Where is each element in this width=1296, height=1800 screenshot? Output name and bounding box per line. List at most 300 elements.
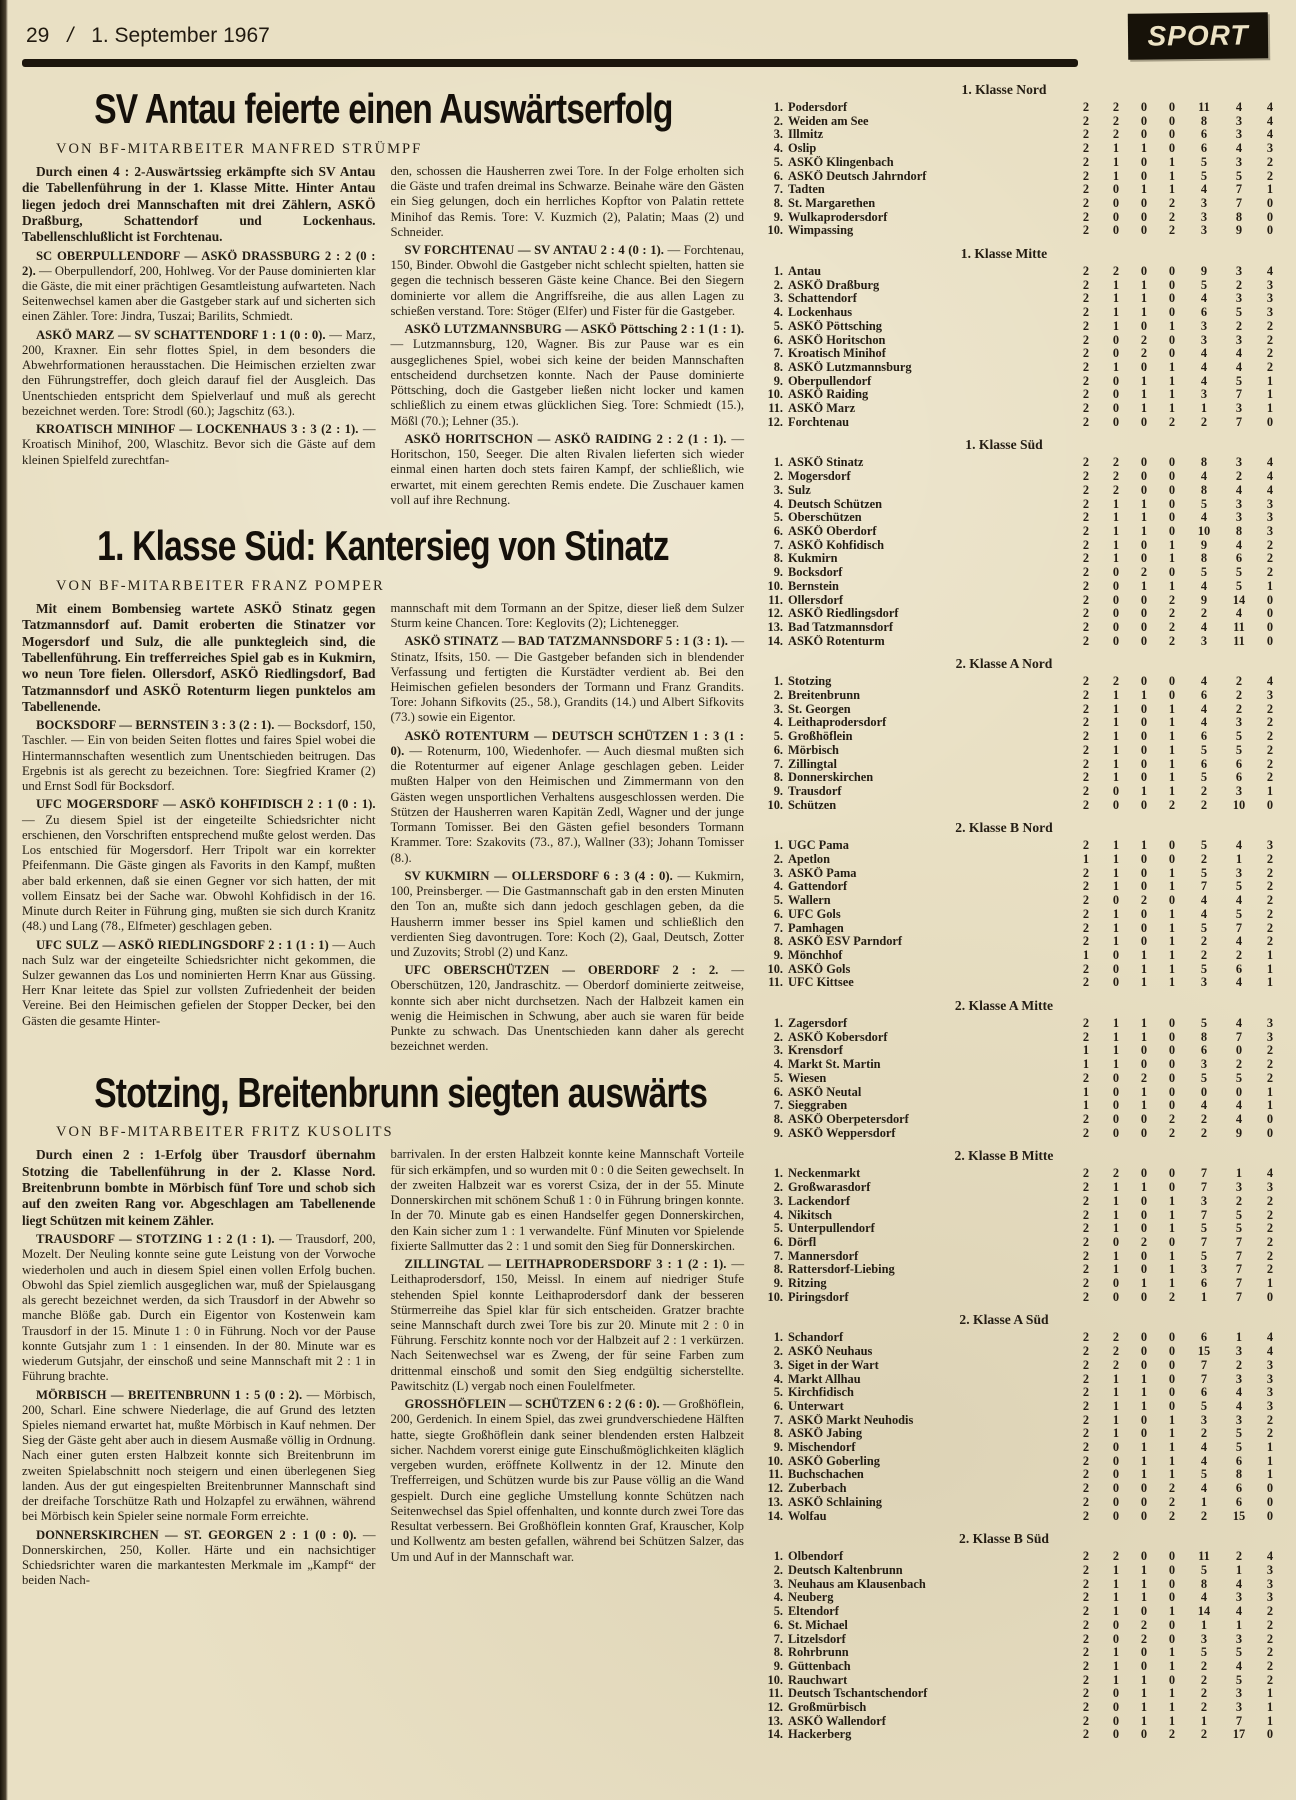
stat-cell: 3: [1266, 496, 1274, 511]
stat-cell: 3: [1235, 510, 1243, 525]
stat-cell: 0: [1266, 1112, 1274, 1126]
rank-cell: 5.: [773, 154, 783, 169]
stat-cell: 0: [1140, 1412, 1148, 1427]
stat-cell: 3: [1200, 387, 1208, 402]
paragraph-text: — Großhöflein, 200, Gerdenich. In einem Spiel, das zwei grundverschiedene Hälften hatte, siegte Großhöflein dank seiner blendenden ersten Halbzeit sicher. Nachdem vorerst einige gute Einschußmöglichkeiten kläglich vergeben wurden, eröffnete Kollwentz in der 12. Minute den Trefferreigen, und Schützen wurde bis zur Pause völlig an die Wand gespielt. Durch eine gegliche Umstellung konnte Schützen nach Seitenwechsel das Spiel offenhalten, und konnte durch zwei Tore das Resultat verbessern. Bei Großhöflein konnten Graf, Krauscher, Kolp und Kollwentz am besten gefallen, während bei Schützen Salzer, das Um und Auf in der Mannschaft war.: [390, 1397, 744, 1564]
stat-cell: 2: [1082, 1467, 1090, 1482]
stat-cell: 1: [1140, 141, 1148, 156]
table-row: [760, 484, 1284, 498]
stat-cell: 1: [1112, 756, 1120, 771]
stat-cell: 2: [1082, 1289, 1090, 1304]
stat-cell: 4: [1266, 469, 1274, 484]
stat-cell: 8: [1200, 1029, 1208, 1044]
article-columns: [22, 601, 744, 1058]
stat-cell: 1: [1168, 729, 1176, 744]
stat-cell: 0: [1168, 1084, 1176, 1099]
stat-cell: 0: [1112, 1481, 1120, 1496]
rank-cell: 4.: [773, 879, 783, 894]
stat-cell: 6: [1200, 1385, 1208, 1400]
stat-cell: 1: [1112, 1057, 1120, 1072]
stat-cell: 2: [1082, 1453, 1090, 1468]
stat-cell: 0: [1140, 100, 1148, 114]
stat-cell: 7: [1235, 1289, 1243, 1304]
paragraph-text: — Oberschützen, 120, Jandraschitz. — Oberdorf dominierte zeitweise, konnte sich aber nicht durchsetzen. Nach der Halbzeit kamen ein wenig die Heimischen in Schwung, aber auch sie waren für beide Punkte zu schwach. Das Unentschieden kann daher als gerecht bezeichnet werden.: [390, 963, 744, 1054]
team-cell: Hackerberg: [788, 1728, 852, 1742]
stat-cell: 2: [1266, 1248, 1274, 1263]
stat-cell: 1: [1140, 1084, 1148, 1099]
stat-cell: 2: [1200, 783, 1208, 798]
rank-cell: 4.: [773, 1057, 783, 1072]
team-cell: Unterpullendorf: [788, 1222, 875, 1236]
team-cell: ASKÖ Rotenturm: [788, 634, 885, 648]
stat-cell: 6: [1235, 756, 1243, 771]
stat-cell: 1: [1266, 975, 1274, 990]
stat-cell: 0: [1112, 565, 1120, 580]
stat-cell: 2: [1235, 1057, 1243, 1072]
stat-cell: 4: [1235, 1576, 1243, 1591]
team-cell: UFC Kittsee: [788, 976, 854, 990]
stat-cell: 1: [1168, 715, 1176, 730]
article-paragraph: [22, 164, 376, 246]
stat-cell: 0: [1266, 1494, 1274, 1509]
stat-cell: 3: [1200, 209, 1208, 224]
stat-cell: 3: [1266, 305, 1274, 320]
stat-cell: 5: [1235, 1207, 1243, 1222]
paragraph-text: den, schossen die Hausherren zwei Tore. In der Folge erholten sich die Gäste und trafen dreimal ins Schwarze. Beinahe wäre den Gästen ein Sieg gelungen, doch ein herrliches Kopftor von Palatin rettete Minihof das Remis. Tore: V. Kuzmich (2), Palatin; Maas (2) und Schneider.: [390, 163, 744, 239]
paragraph-text: — Oberpullendorf, 200, Hohlweg. Vor der Pause dominierten klar die Gäste, die mit einer prächtigen Gesamtleistung aufwarteten. Nach Seitenwechsel kamen aber die Gastgeber stark auf und sicherten sich einen Zähler. Tore: Jindra, Tuszai; Barilits, Schmiedt.: [22, 263, 376, 324]
rank-cell: 6.: [773, 332, 783, 347]
team-cell: ASKÖ Markt Neuhodis: [788, 1413, 914, 1427]
stat-cell: 1: [1266, 947, 1274, 962]
table-row: [760, 1263, 1284, 1277]
team-cell: Neuhaus am Klausenbach: [788, 1577, 926, 1591]
stat-cell: 2: [1200, 1125, 1208, 1140]
stat-cell: 1: [1112, 865, 1120, 880]
stat-cell: 1: [1266, 1440, 1274, 1455]
article-paragraph: [22, 249, 376, 325]
stat-cell: 1: [1140, 510, 1148, 525]
stat-cell: 0: [1140, 920, 1148, 935]
stat-cell: 0: [1140, 113, 1148, 128]
rank-cell: 5.: [773, 729, 783, 744]
stat-cell: 0: [1266, 1289, 1274, 1304]
stat-cell: 1: [1168, 920, 1176, 935]
stat-cell: 2: [1082, 100, 1090, 114]
team-cell: UGC Pama: [788, 839, 849, 853]
stat-cell: 2: [1168, 414, 1176, 429]
paragraph-text: — Kukmirn, 100, Preinsberger. — Die Gastmannschaft gab in den ersten Minuten den Ton an, mußte sich dann jedoch geschlagen geben, da die Hausherrn immer besser ins Spiel kamen und schließlich den verdienten Sieg davontrugen. Tore: Koch (2), Gaal, Deutsch, Zotter und Zuzovits; Strobl (2) und Kanz.: [390, 868, 744, 959]
league-table: [760, 1148, 1284, 1304]
stat-cell: 3: [1200, 1262, 1208, 1277]
table-row: [760, 607, 1284, 621]
stat-cell: 2: [1112, 469, 1120, 484]
rank-cell: 8.: [773, 359, 783, 374]
stat-cell: 0: [1140, 1112, 1148, 1126]
rank-cell: 5.: [773, 893, 783, 908]
article-column: [391, 1147, 745, 1591]
rank-cell: 1.: [773, 1549, 783, 1564]
article-paragraph: [391, 1397, 745, 1565]
stat-cell: 2: [1082, 346, 1090, 361]
table-row: [760, 1195, 1284, 1209]
stat-cell: 8: [1235, 523, 1243, 538]
table-row: [760, 1482, 1284, 1496]
paragraph-text: Durch einen 2 : 1-Erfolg über Trausdorf übernahm Stotzing die Tabellenführung in der 2. Klasse Nord. Breitenbrunn bombte in Mörbisch fünf Tore und schob sich auf den zweiten Rang vor. Abgeschlagen am Tabellenende liegt Schützen mit keinem Zähler.: [22, 1147, 376, 1228]
stat-cell: 4: [1266, 1549, 1274, 1564]
stat-cell: 5: [1235, 742, 1243, 757]
stat-cell: 0: [1168, 100, 1176, 114]
stat-cell: 2: [1082, 141, 1090, 156]
stat-cell: 0: [1112, 1686, 1120, 1701]
stat-cell: 2: [1168, 606, 1176, 621]
stat-cell: 0: [1140, 195, 1148, 210]
stat-cell: 6: [1200, 688, 1208, 703]
stat-cell: 8: [1235, 209, 1243, 224]
team-cell: ASKÖ Weppersdorf: [788, 1126, 896, 1140]
stat-cell: 1: [1168, 373, 1176, 388]
stat-cell: 3: [1235, 332, 1243, 347]
stat-cell: 0: [1140, 1262, 1148, 1277]
stat-cell: 3: [1235, 291, 1243, 306]
stat-cell: 1: [1168, 1221, 1176, 1236]
rank-cell: 7.: [773, 537, 783, 552]
stat-cell: 5: [1235, 373, 1243, 388]
stat-cell: 4: [1200, 578, 1208, 593]
article-paragraph: [391, 322, 745, 429]
stat-cell: 0: [1140, 1330, 1148, 1345]
stat-cell: 1: [1168, 1686, 1176, 1701]
team-cell: ASKÖ Oberpetersdorf: [788, 1113, 909, 1126]
stat-cell: 2: [1168, 1508, 1176, 1523]
stat-cell: 0: [1168, 1029, 1176, 1044]
stat-cell: 1: [1168, 578, 1176, 593]
stat-cell: 2: [1266, 1604, 1274, 1619]
stat-cell: 0: [1168, 1166, 1176, 1181]
article-column: [22, 164, 376, 511]
stat-cell: 3: [1235, 1412, 1243, 1427]
stat-cell: 5: [1235, 578, 1243, 593]
table-row: [760, 1345, 1284, 1359]
stat-cell: 0: [1112, 961, 1120, 976]
stat-cell: 1: [1140, 961, 1148, 976]
rank-cell: 2.: [773, 469, 783, 484]
stat-cell: 2: [1168, 1125, 1176, 1140]
stat-cell: 2: [1168, 633, 1176, 648]
table-row: [760, 1236, 1284, 1250]
stat-cell: 2: [1082, 674, 1090, 689]
stat-cell: 0: [1140, 1481, 1148, 1496]
stat-cell: 1: [1140, 182, 1148, 197]
team-cell: ASKÖ Horitschon: [788, 333, 886, 347]
stat-cell: 3: [1200, 195, 1208, 210]
stat-cell: 4: [1200, 346, 1208, 361]
stat-cell: 1: [1168, 742, 1176, 757]
stat-cell: 3: [1266, 1576, 1274, 1591]
stat-cell: 3: [1266, 291, 1274, 306]
stat-cell: 1: [1168, 1453, 1176, 1468]
stat-cell: 2: [1200, 1426, 1208, 1441]
stat-cell: 7: [1235, 1276, 1243, 1291]
stat-cell: 2: [1168, 1481, 1176, 1496]
rank-cell: 3.: [773, 1357, 783, 1372]
team-cell: ASKÖ Lutzmannsburg: [788, 360, 912, 374]
stat-cell: 4: [1235, 1658, 1243, 1673]
stat-cell: 0: [1168, 1180, 1176, 1195]
rank-cell: 3.: [773, 1576, 783, 1591]
stat-cell: 7: [1200, 879, 1208, 894]
team-cell: Piringsdorf: [788, 1290, 849, 1304]
stat-cell: 5: [1200, 1016, 1208, 1031]
team-cell: Schandorf: [788, 1331, 844, 1345]
stat-cell: 0: [1168, 838, 1176, 853]
stat-cell: 4: [1200, 1453, 1208, 1468]
table-row: [760, 716, 1284, 730]
rank-cell: 3.: [773, 865, 783, 880]
stat-cell: 0: [1140, 537, 1148, 552]
team-cell: Großmürbisch: [788, 1701, 867, 1715]
table-row: [760, 935, 1284, 949]
table-row: [760, 1591, 1284, 1605]
stat-cell: 0: [1140, 606, 1148, 621]
team-cell: Weiden am See: [788, 114, 869, 128]
table-row: [760, 115, 1284, 129]
stat-cell: 0: [1168, 455, 1176, 470]
stat-cell: 4: [1200, 906, 1208, 921]
table-row: [760, 1660, 1284, 1674]
rank-cell: 4.: [773, 305, 783, 320]
table-row: [760, 1455, 1284, 1469]
stat-cell: 0: [1140, 1043, 1148, 1058]
stat-cell: 9: [1200, 537, 1208, 552]
rank-cell: 3.: [773, 482, 783, 497]
paragraph-text: mannschaft mit dem Tormann an der Spitze, dieser ließ dem Sulzer Sturm keine Chancen. Tore: Keglovits (2); Lichtenegger.: [390, 600, 744, 631]
table-row: [760, 292, 1284, 306]
header-separator: /: [67, 24, 74, 47]
table-row: [760, 552, 1284, 566]
rank-cell: 8.: [773, 1645, 783, 1660]
rank-cell: 4.: [773, 1207, 783, 1222]
table-row: [760, 320, 1284, 334]
stat-cell: 1: [1266, 961, 1274, 976]
stat-cell: 1: [1140, 523, 1148, 538]
stat-cell: 2: [1082, 291, 1090, 306]
stat-cell: 0: [1140, 359, 1148, 374]
stat-cell: 3: [1200, 633, 1208, 648]
stat-cell: 1: [1140, 838, 1148, 853]
stat-cell: 7: [1200, 1357, 1208, 1372]
stat-cell: 1: [1266, 1467, 1274, 1482]
stat-cell: 0: [1168, 1398, 1176, 1413]
stat-cell: 1: [1168, 1426, 1176, 1441]
stat-cell: 1: [1112, 920, 1120, 935]
stat-cell: 1: [1140, 1453, 1148, 1468]
team-cell: ASKÖ Gols: [788, 962, 851, 976]
stat-cell: 0: [1266, 619, 1274, 634]
stat-cell: 2: [1200, 1658, 1208, 1673]
match-title: UFC MOGERSDORF — ASKÖ KOHFIDISCH 2 : 1 (0 : 1).: [36, 797, 376, 812]
stat-cell: 2: [1266, 1193, 1274, 1208]
stat-cell: 2: [1266, 1645, 1274, 1660]
team-cell: Tadten: [788, 183, 825, 197]
team-cell: Wiesen: [788, 1071, 827, 1085]
stat-cell: 2: [1140, 1617, 1148, 1632]
stat-cell: 0: [1112, 1112, 1120, 1126]
stat-cell: 4: [1200, 715, 1208, 730]
stat-cell: 0: [1140, 1344, 1148, 1359]
stat-cell: 2: [1082, 305, 1090, 320]
stat-cell: 1: [1112, 838, 1120, 853]
rank-cell: 14.: [767, 633, 783, 648]
stat-cell: 1: [1140, 1590, 1148, 1605]
rank-cell: 4.: [773, 1371, 783, 1386]
team-cell: Kirchfidisch: [788, 1386, 854, 1400]
stat-cell: 0: [1266, 414, 1274, 429]
stat-cell: 1: [1266, 1713, 1274, 1728]
stat-cell: 2: [1200, 1508, 1208, 1523]
stat-cell: 1: [1168, 934, 1176, 949]
table-row: [760, 1427, 1284, 1441]
stat-cell: 4: [1235, 346, 1243, 361]
stat-cell: 5: [1200, 1562, 1208, 1577]
stat-cell: 3: [1200, 318, 1208, 333]
table-title: 1. Klasse Nord: [961, 82, 1047, 97]
table-title: 2. Klasse B Süd: [959, 1531, 1049, 1547]
stat-cell: 4: [1266, 127, 1274, 142]
stat-cell: 1: [1168, 783, 1176, 798]
stat-cell: 6: [1200, 1330, 1208, 1345]
stat-cell: 2: [1200, 934, 1208, 949]
team-cell: Oslip: [788, 142, 817, 156]
stat-cell: 1: [1082, 1098, 1090, 1113]
rank-cell: 3.: [773, 291, 783, 306]
team-cell: ASKÖ ESV Parndorf: [788, 935, 903, 949]
stat-cell: 11: [1198, 1549, 1210, 1564]
stat-cell: 3: [1235, 401, 1243, 416]
team-cell: Oberschützen: [788, 511, 862, 525]
stat-cell: 5: [1200, 277, 1208, 292]
stat-cell: 4: [1200, 469, 1208, 484]
stat-cell: 2: [1082, 551, 1090, 566]
rank-cell: 5.: [773, 1385, 783, 1400]
stat-cell: 2: [1266, 537, 1274, 552]
stat-cell: 0: [1168, 1344, 1176, 1359]
stat-cell: 1: [1235, 1617, 1243, 1632]
stat-cell: 0: [1140, 1193, 1148, 1208]
match-title: SV FORCHTENAU — SV ANTAU 2 : 4 (0 : 1).: [404, 243, 668, 257]
stat-cell: 1: [1112, 1590, 1120, 1605]
stat-cell: 1: [1168, 551, 1176, 566]
stat-cell: 4: [1235, 1016, 1243, 1031]
stat-cell: 0: [1168, 1234, 1176, 1249]
stat-cell: 3: [1266, 838, 1274, 853]
match-title: UFC SULZ — ASKÖ RIEDLINGSDORF 2 : 1 (1 : 1): [36, 937, 333, 952]
stat-cell: 1: [1112, 1604, 1120, 1619]
team-cell: Mogersdorf: [788, 470, 851, 484]
stat-cell: 6: [1235, 551, 1243, 566]
stat-cell: 0: [1112, 1440, 1120, 1455]
stat-cell: 1: [1266, 783, 1274, 798]
table-row: [760, 771, 1284, 785]
issue-date: 1. September 1967: [91, 24, 270, 47]
rank-cell: 14.: [767, 1508, 783, 1523]
team-cell: Eltendorf: [788, 1605, 839, 1619]
stat-cell: 2: [1082, 756, 1090, 771]
table-row: [760, 1441, 1284, 1455]
stat-cell: 4: [1235, 975, 1243, 990]
paragraph-text: — Forchtenau, 150, Binder. Obwohl die Gastgeber nicht schlecht spielten, hatten sie gegen die technisch besseren Gäste keine Chance. Bei den Siegern dominierte vor allem die Angriffsreihe, die aus allen Lagen zu schießen verstand. Tore: Stöger (Elfer) und Fister für die Gastgeber.: [390, 243, 744, 318]
stat-cell: 2: [1168, 1289, 1176, 1304]
stat-cell: 0: [1168, 113, 1176, 128]
stat-cell: 0: [1168, 1590, 1176, 1605]
paragraph-text: barrivalen. In der ersten Halbzeit konnte keine Mannschaft Vorteile für sich erkämpfen, und so wurden mit 0 : 0 die Seiten gewechselt. In der zweiten Halbzeit war es vorerst Csiza, der in der 55. Minute Donnerskirchen mit schönem Schuß 1 : 0 in Führung bringen konnte. In der 70. Minute gab es einen Handselfer gegen Donnerskirchen, den Kain sicher zum 1 : 1 verwandelte. Fünf Minuten vor Spielende fixierte Sallmutter das 2 : 1 und somit den Sieg für Donnerskirchen.: [390, 1147, 744, 1253]
paragraph-text: — Marz, 200, Kraxner. Ein sehr flottes Spiel, in dem besonders die Abwehrformationen herausstachen. Die Heimischen erzielten zwar den Führungstreffer, doch gleich darauf fiel der Ausgleich. Das Unentschieden entspricht dem Spielverlauf und muß als gerecht bezeichnet werden. Tore: Strodl (60.); Jagschitz (63.).: [22, 327, 376, 418]
table-title: 1. Klasse Mitte: [960, 246, 1048, 262]
stat-cell: 2: [1266, 852, 1274, 867]
stat-cell: 0: [1168, 523, 1176, 538]
stat-cell: 2: [1168, 223, 1176, 238]
rank-cell: 6.: [773, 1084, 783, 1099]
stat-cell: 2: [1082, 1180, 1090, 1195]
stat-cell: 1: [1168, 1700, 1176, 1715]
stat-cell: 15: [1232, 1508, 1246, 1523]
stat-cell: 0: [1140, 934, 1148, 949]
stat-cell: 0: [1266, 195, 1274, 210]
paragraph-text: — Horitschon, 150, Seeger. Die alten Rivalen lieferten sich wieder einmal einen harten doch stets fairen Kampf, der schließlich, wie erwartet, mit einem gerechten Remis endete. Die Zuschauer kamen voll auf ihre Rechnung.: [390, 431, 744, 507]
stat-cell: 2: [1235, 688, 1243, 703]
stat-cell: 1: [1140, 1385, 1148, 1400]
table-title: 2. Klasse A Mitte: [954, 998, 1054, 1014]
team-cell: Zuberbach: [788, 1482, 847, 1496]
rank-cell: 10.: [767, 1453, 783, 1468]
stat-cell: 2: [1082, 1440, 1090, 1455]
stat-cell: 2: [1235, 1549, 1243, 1564]
stat-cell: 2: [1266, 318, 1274, 333]
match-title: BOCKSDORF — BERNSTEIN 3 : 3 (2 : 1).: [36, 718, 278, 733]
table-row: [760, 1619, 1284, 1633]
stat-cell: 7: [1235, 1713, 1243, 1728]
stat-cell: 0: [1168, 141, 1176, 156]
rank-cell: 1.: [773, 1016, 783, 1031]
stat-cell: 1: [1140, 291, 1148, 306]
stat-cell: 1: [1140, 578, 1148, 593]
stat-cell: 1: [1112, 277, 1120, 292]
stat-cell: 1: [1140, 1398, 1148, 1413]
rank-cell: 9.: [773, 1658, 783, 1673]
stat-cell: 2: [1266, 1672, 1274, 1687]
table-row: [760, 539, 1284, 553]
stat-cell: 1: [1140, 387, 1148, 402]
stat-cell: 5: [1235, 1426, 1243, 1441]
stat-cell: 5: [1200, 1070, 1208, 1085]
table-row: [760, 675, 1284, 689]
stat-cell: 1: [1112, 523, 1120, 538]
stat-cell: 4: [1200, 291, 1208, 306]
stat-cell: 2: [1082, 1562, 1090, 1577]
stat-cell: 0: [1235, 1043, 1243, 1058]
stat-cell: 4: [1266, 482, 1274, 497]
rank-cell: 1.: [773, 1330, 783, 1345]
stat-cell: 0: [1140, 1494, 1148, 1509]
stat-cell: 0: [1140, 674, 1148, 689]
stat-cell: 4: [1200, 182, 1208, 197]
stat-cell: 0: [1140, 770, 1148, 785]
stat-cell: 1: [1140, 1467, 1148, 1482]
stat-cell: 2: [1266, 1070, 1274, 1085]
table-row: [760, 1209, 1284, 1223]
stat-cell: 2: [1082, 619, 1090, 634]
rank-cell: 6.: [773, 1617, 783, 1632]
table-row: [760, 306, 1284, 320]
